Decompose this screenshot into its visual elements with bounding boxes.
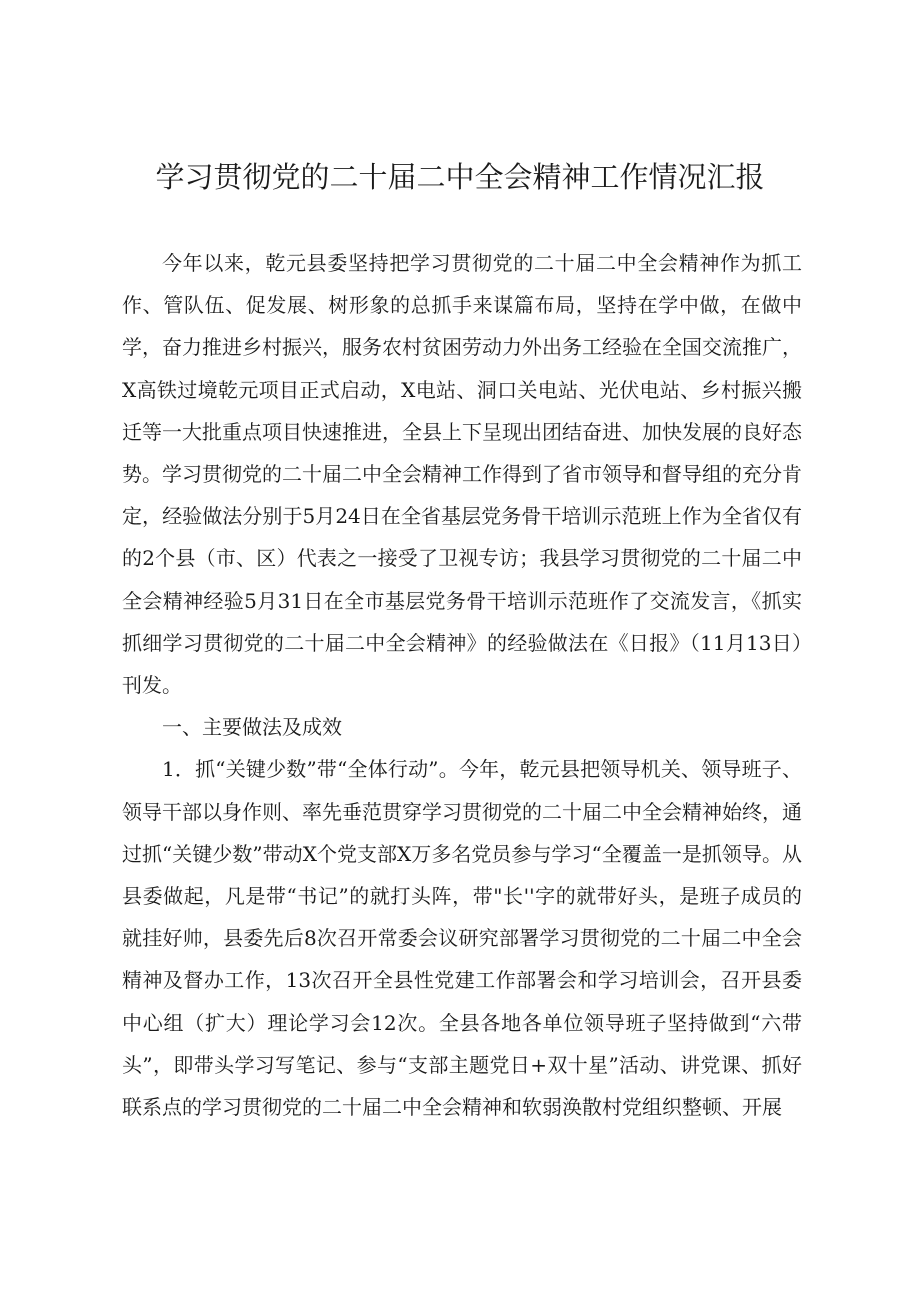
body-paragraph: 1．抓“关键少数”带“全体行动”。今年，乾元县把领导机关、领导班子、领导干部以身作则、率先垂范贯穿学习贯彻党的二十届二中全会精神始终，通过抓“关键少数”带动X个党支部X万多名党员参与学习“全覆盖一是抓领导。从县委做起，凡是带“书记”的就打头阵，带"长''字的就带好头，是班子成员的就挂好帅，县委先后8次召开常委会议研究部署学习贯彻党的二十届二中全会精神及督办工作，13次召开全县性党建工作部署会和学习培训会，召开县委中心组（扩大）理论学习会12次。全县各地各单位领导班子坚持做到“六带头”，即带头学习写笔记、参与“支部主题党日+双十星”活动、讲党课、抓好联系点的学习贯彻党的二十届二中全会精神和软弱涣散村党组织整顿、开展: [122, 757, 802, 1120]
document-body: [122, 242, 802, 1128]
intro-paragraph: 今年以来，乾元县委坚持把学习贯彻党的二十届二中全会精神作为抓工作、管队伍、促发展、树形象的总抓手来谋篇布局，坚持在学中做，在做中学，奋力推进乡村振兴，服务农村贫困劳动力外出务工经验在全国交流推广，X高铁过境乾元项目正式启动，X电站、洞口关电站、光伏电站、乡村振兴搬迁等一大批重点项目快速推进，全县上下呈现出团结奋进、加快发展的良好态势。学习贯彻党的二十届二中全会精神工作得到了省市领导和督导组的充分肯定，经验做法分别于5月24日在全省基层党务骨干培训示范班上作为全省仅有的2个县（市、区）代表之一接受了卫视专访；我县学习贯彻党的二十届二中全会精神经验5月31日在全市基层党务骨干培训示范班作了交流发言，《抓实抓细学习贯彻党的二十届二中全会精神》的经验做法在《日报》（11月13日）刊发。: [122, 251, 802, 698]
section-heading: 一、主要做法及成效: [162, 715, 342, 740]
document-title: 学习贯彻党的二十届二中全会精神工作情况汇报: [155, 160, 765, 194]
